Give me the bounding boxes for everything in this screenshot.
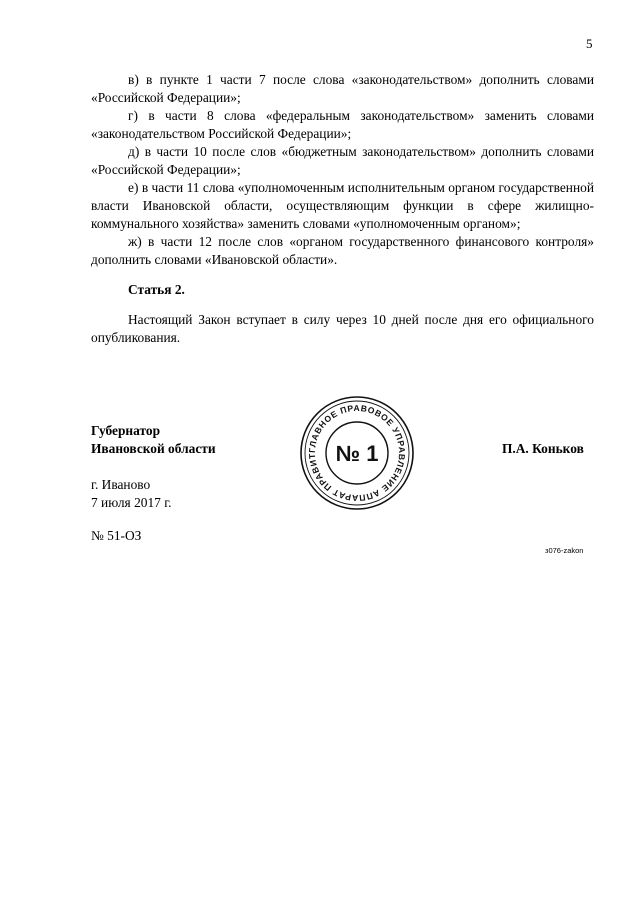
paragraph-d: д) в части 10 после слов «бюджетным законодательством» дополнить словами «Российской Федерации»;: [91, 144, 594, 177]
signatory-title-line-2: Ивановской области: [91, 441, 216, 456]
official-stamp: [298, 394, 416, 512]
article-2-text: Настоящий Закон вступает в силу через 10 дней после дня его официального опубликования.: [91, 312, 594, 345]
paragraph-zh: ж) в части 12 после слов «органом государственного финансового контроля» дополнить словами «Ивановской области».: [91, 234, 594, 267]
article-2-title: Статья 2.: [128, 282, 185, 297]
svg-text:№ 1: № 1: [335, 441, 379, 466]
signatory-name: П.А. Коньков: [502, 441, 584, 456]
date: 7 июля 2017 г.: [91, 495, 172, 510]
paragraph-g: г) в части 8 слова «федеральным законодательством» заменить словами «законодательством Российской Федерации»;: [91, 108, 594, 141]
signatory-title-line-1: Губернатор: [91, 423, 161, 438]
place-and-date: [91, 476, 172, 512]
law-number: № 51-ОЗ: [91, 528, 142, 543]
body-text: [91, 71, 594, 347]
page-number: 5: [586, 36, 593, 51]
svg-text:ГЛАВНОЕ ПРАВОВОЕ УПРАВЛЕНИЕ АП: ГЛАВНОЕ ПРАВОВОЕ УПРАВЛЕНИЕ АППАРАТ ПРАВИТ: [306, 402, 408, 504]
stamp-seal-icon: [298, 394, 416, 512]
paragraph-v: в) в пункте 1 части 7 после слова «законодательством» дополнить словами «Российской Федерации»;: [91, 72, 594, 105]
paragraph-e: е) в части 11 слова «уполномоченным исполнительным органом государственной власти Ивановской области, осуществляющим функции в сфере жилищно-коммунального хозяйства» заменить словами «уполномоченным органом»;: [91, 180, 594, 231]
signatory-title: [91, 422, 216, 458]
document-code: з076-zakon: [545, 546, 584, 555]
place: г. Иваново: [91, 477, 151, 492]
